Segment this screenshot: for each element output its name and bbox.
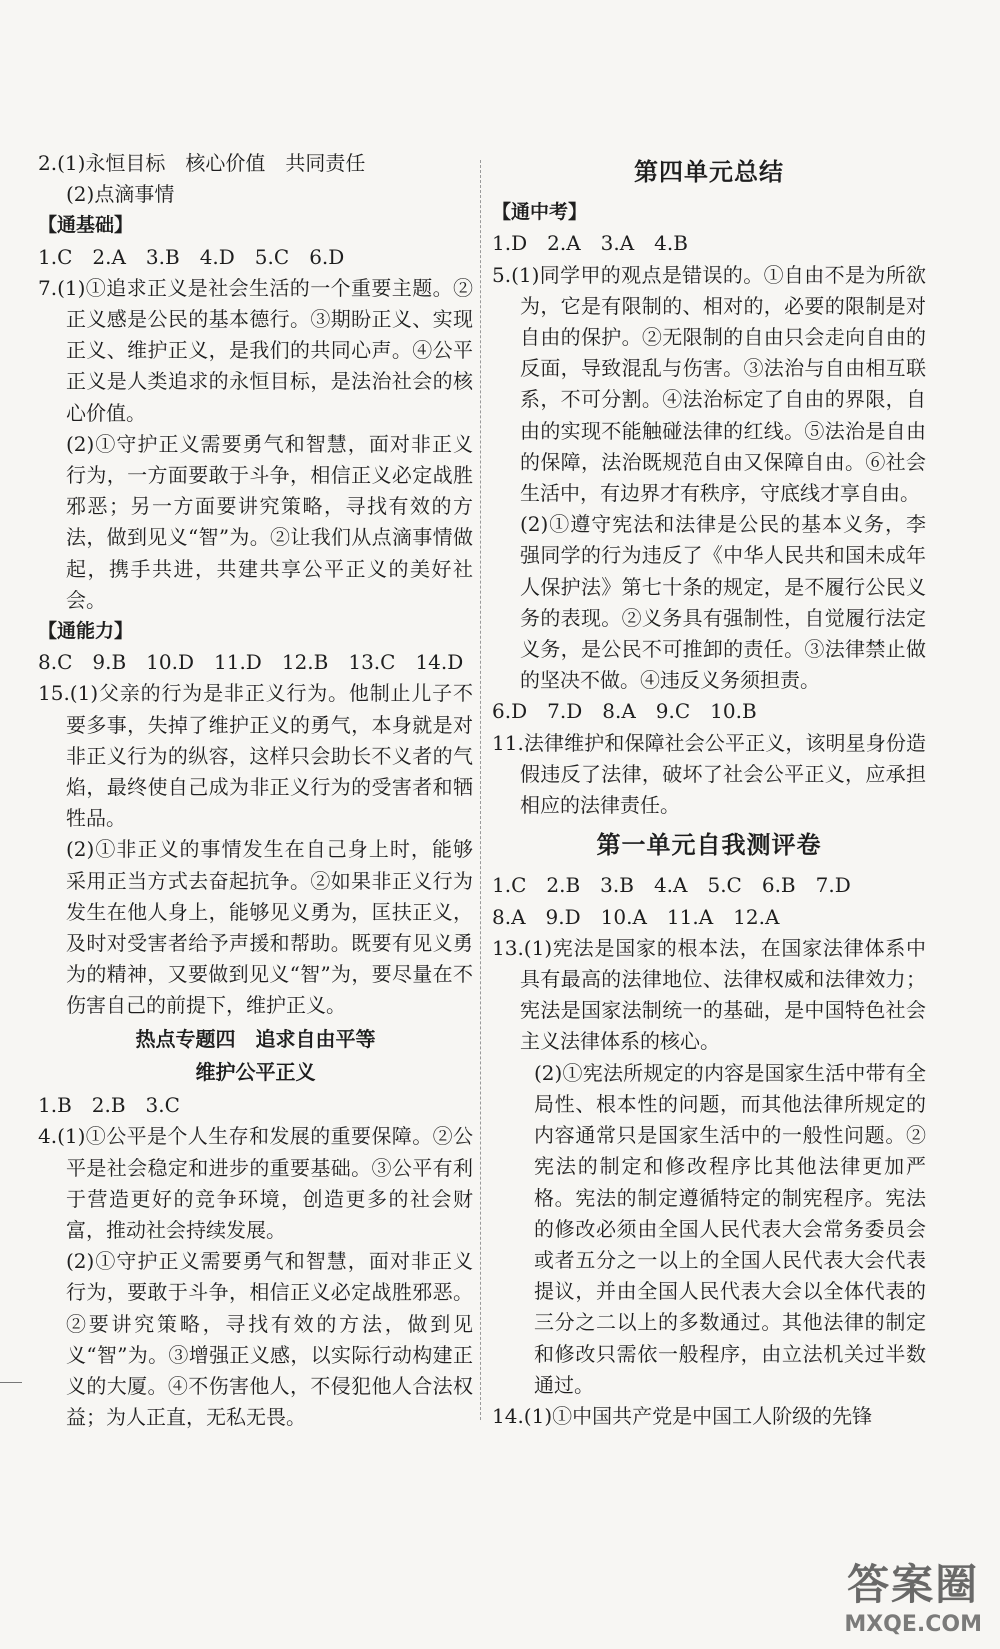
watermark-url: MXQE.COM [844,1612,982,1637]
answer-paragraph: (2)①守护正义需要勇气和智慧，面对非正义行为，一方面要敢于斗争，相信正义必定战胜邪恶；另一方面要讲究策略，寻找有效的方法，做到见义“智”为。②让我们从点滴事情做起，携手共进，共建共享公平正义的美好社会。 [66,431,473,612]
answer-paragraph: 7.(1)①追求正义是社会生活的一个重要主题。②正义感是公民的基本德行。③期盼正义、实现正义、维护正义，是我们的共同心声。④公平正义是人类追求的永恒目标，是法治社会的核心价值。 [38,275,473,425]
answer-paragraph: 2.(1)永恒目标 核心价值 共同责任 [38,151,366,175]
section-heading: 维护公平正义 [195,1059,316,1084]
answer-paragraph: 15.(1)父亲的行为是非正义行为。他制止儿子不要多事，失掉了维护正义的勇气，本身就是对非正义行为的纵容，这样只会助长不义者的气焰，最终使自己成为非正义行为的受害者和牺牲品。 [38,681,473,831]
answer-paragraph: 11.法律维护和保障社会公平正义，该明星身份造假违反了法律，破坏了社会公平正义，应承担相应的法律责任。 [492,730,926,818]
section-tag: 【通能力】 [38,620,134,643]
answer-paragraph: (2)①遵守宪法和法律是公民的基本义务，李强同学的行为违反了《中华人民共和国未成年人保护法》第七十条的规定，是不履行公民义务的表现。②义务具有强制性，自觉履行法定义务，是公民不可推卸的责任。③法律禁止做的坚决不做。④违反义务须担责。 [520,512,926,693]
section-tag: 【通中考】 [492,201,588,224]
left-column [38,148,473,1433]
answer-paragraph: (2)①宪法所规定的内容是国家生活中带有全局性、根本性的问题，而其他法律所规定的内容通常只是国家生活中的一般性问题。②宪法的制定和修改程序比其他法律更加严格。宪法的制定遵循特定的制宪程序。宪法的修改必须由全国人民代表大会常务委员会或者五分之一以上的全国人民代表大会代表提议，并由全国人民代表大会以全体代表的三分之二以上的多数通过。其他法律的制定和修改只需依一般程序，由立法机关过半数通过。 [534,1060,926,1397]
watermark-logo: 答案圈 [847,1560,980,1609]
section-tag: 【通基础】 [38,214,134,237]
section-heading: 第一单元自我测评卷 [596,830,822,860]
answer-paragraph: 13.(1)宪法是国家的根本法，在国家法律体系中具有最高的法律地位、法律权威和法律效力；宪法是国家法制统一的基础，是中国特色社会主义法律体系的核心。 [492,935,926,1054]
right-column [492,148,926,1432]
answer-key-line: 1.B 2.B 3.C [38,1093,180,1118]
column-divider [480,160,481,1420]
answer-paragraph: 14.(1)①中国共产党是中国工人阶级的先锋 [492,1403,873,1428]
section-heading: 热点专题四 追求自由平等 [135,1026,376,1051]
answer-key-line: 8.C 9.B 10.D 11.D 12.B 13.C 14.D [38,650,464,675]
answer-paragraph: (2)①非正义的事情发生在自己身上时，能够采用正当方式去奋起抗争。②如果非正义行为发生在他人身上，能够见义勇为，匡扶正义，及时对受害者给予声援和帮助。既要有见义勇为的精神，又要做到见义“智”为，要尽量在不伤害自己的前提下，维护正义。 [66,837,473,1018]
answer-key-line: 1.D 2.A 3.A 4.B [492,231,688,256]
section-heading: 第四单元总结 [634,157,784,186]
site-watermark [844,1552,982,1637]
answer-key-line: 1.C 2.B 3.B 4.A 5.C 6.B 7.D [492,873,851,898]
answer-paragraph: 4.(1)①公平是个人生存和发展的重要保障。②公平是社会稳定和进步的重要基础。③公平有利于营造更好的竞争环境，创造更多的社会财富，推动社会持续发展。 [38,1124,473,1242]
answer-paragraph: (2)①守护正义需要勇气和智慧，面对非正义行为，要敢于斗争，相信正义必定战胜邪恶。②要讲究策略，寻找有效的方法，做到见义“智”为。③增强正义感，以实际行动构建正义的大厦。④不伤害他人，不侵犯他人合法权益；为人正直，无私无畏。 [66,1249,473,1430]
answer-paragraph: 5.(1)同学甲的观点是错误的。①自由不是为所欲为，它是有限制的、相对的，必要的限制是对自由的保护。②无限制的自由只会走向自由的反面，导致混乱与伤害。③法治与自由相互联系，不可分割。④法治标定了自由的界限，自由的实现不能触碰法律的红线。⑤法治是自由的保障，法治既规范自由又保障自由。⑥社会生活中，有边界才有秩序，守底线才享自由。 [492,262,926,506]
answer-key-line: 1.C 2.A 3.B 4.D 5.C 6.D [38,244,345,269]
page-corner-mark [0,1382,22,1397]
answer-key-line: 8.A 9.D 10.A 11.A 12.A [492,904,780,929]
answer-paragraph: (2)点滴事情 [66,182,175,207]
answer-key-line: 6.D 7.D 8.A 9.C 10.B [492,699,757,724]
